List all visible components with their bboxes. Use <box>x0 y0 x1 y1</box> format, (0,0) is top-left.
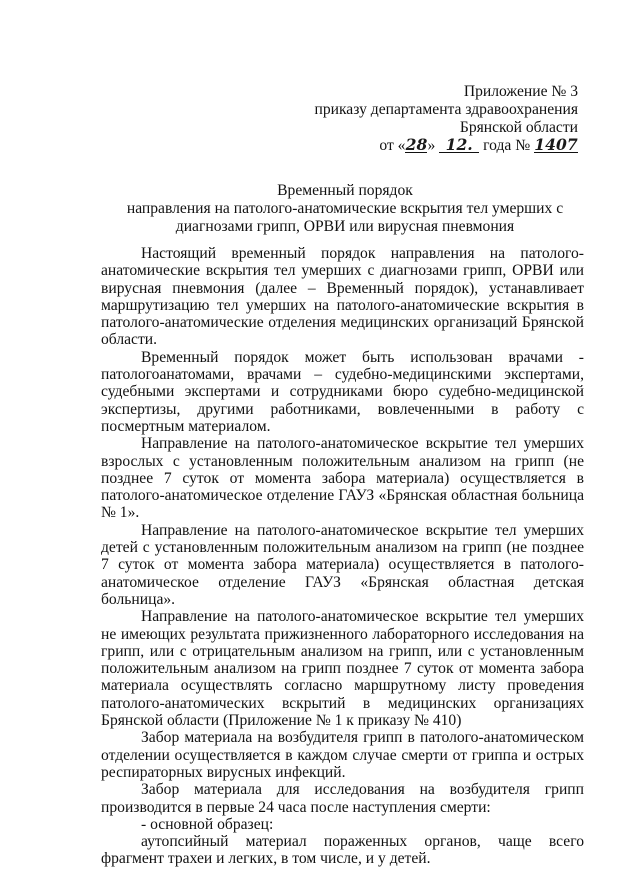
title-line-1: Временный порядок <box>277 182 413 199</box>
paragraph-children: Направление на патолого-анатомическое вскрытие тел умерших детей с установленным положительным анализом на грипп (не позднее 7 суток от момента забора материала) осуществляется в патолого-анатомическое отделение ГАУЗ «Брянская областная детская больница». <box>101 521 584 608</box>
appendix-order-ref: приказу департамента здравоохранения <box>314 101 578 118</box>
appendix-number: Приложение № 3 <box>463 83 578 100</box>
paragraph-timing: Забор материала для исследования на возбудителя грипп производится в первые 24 часа после наступления смерти: <box>101 781 584 816</box>
handwritten-day: 28 <box>405 135 428 154</box>
appendix-header <box>314 83 578 155</box>
handwritten-number: 1407 <box>534 135 578 154</box>
paragraph-intro: Настоящий временный порядок направления на патолого-анатомические вскрытия тел умерших с диагнозами грипп, ОРВИ или вирусная пневмония (далее – Временный порядок), устанавливает маршрутизацию тел умерших на патолого-анатомические вскрытия в патолого-анатомические отделения медицинских организаций Брянской области. <box>101 245 584 349</box>
paragraph-usage: Временный порядок может быть использован врачами - патологоанатомами, врачами – судебно-медицинскими экспертами, судебными экспертами и сотрудниками бюро судебно-медицинской экспертизы, другими работниками, вовлеченными в работу с посмертным материалом. <box>101 348 584 435</box>
year-label: года № <box>483 137 531 154</box>
date-prefix: от « <box>379 137 406 154</box>
paragraph-sampling: Забор материала на возбудителя грипп в патолого-анатомическом отделении осуществляется в каждом случае смерти от гриппа и острых респираторных вирусных инфекций. <box>101 729 584 781</box>
paragraph-routing: Направление на патолого-анатомическое вскрытие тел умерших не имеющих результата прижизненного лабораторного исследования на грипп, или с отрицательным анализом на грипп, или с установленным положительным анализом на грипп позднее 7 суток от момента забора материала осуществлять согласно маршрутному листу проведения патолого-анатомических вскрытий в медицинских организациях Брянской области (Приложение № 1 к приказу № 410) <box>101 608 584 730</box>
appendix-region: Брянской области <box>459 119 578 136</box>
paragraph-adults: Направление на патолого-анатомическое вскрытие тел умерших взрослых с установленным положительным анализом на грипп (не позднее 7 суток от момента забора материала) осуществляется в патолого-анатомическое отделение ГАУЗ «Брянская областная больница № 1». <box>101 435 584 522</box>
date-mid: » <box>427 137 436 154</box>
title-line-2: направления на патолого-анатомические вскрытия тел умерших с <box>126 200 564 217</box>
handwritten-month: 12. <box>439 138 479 153</box>
document-body <box>101 245 584 868</box>
paragraph-material: аутопсийный материал пораженных органов, чаще всего фрагмент трахеи и легких, в том числе, и у детей. <box>101 833 584 868</box>
paragraph-main-sample: - основной образец: <box>141 815 274 833</box>
title-line-3: диагнозами грипп, ОРВИ или вирусная пневмония <box>175 218 515 235</box>
appendix-date-line <box>314 137 578 155</box>
document-title <box>120 182 570 236</box>
